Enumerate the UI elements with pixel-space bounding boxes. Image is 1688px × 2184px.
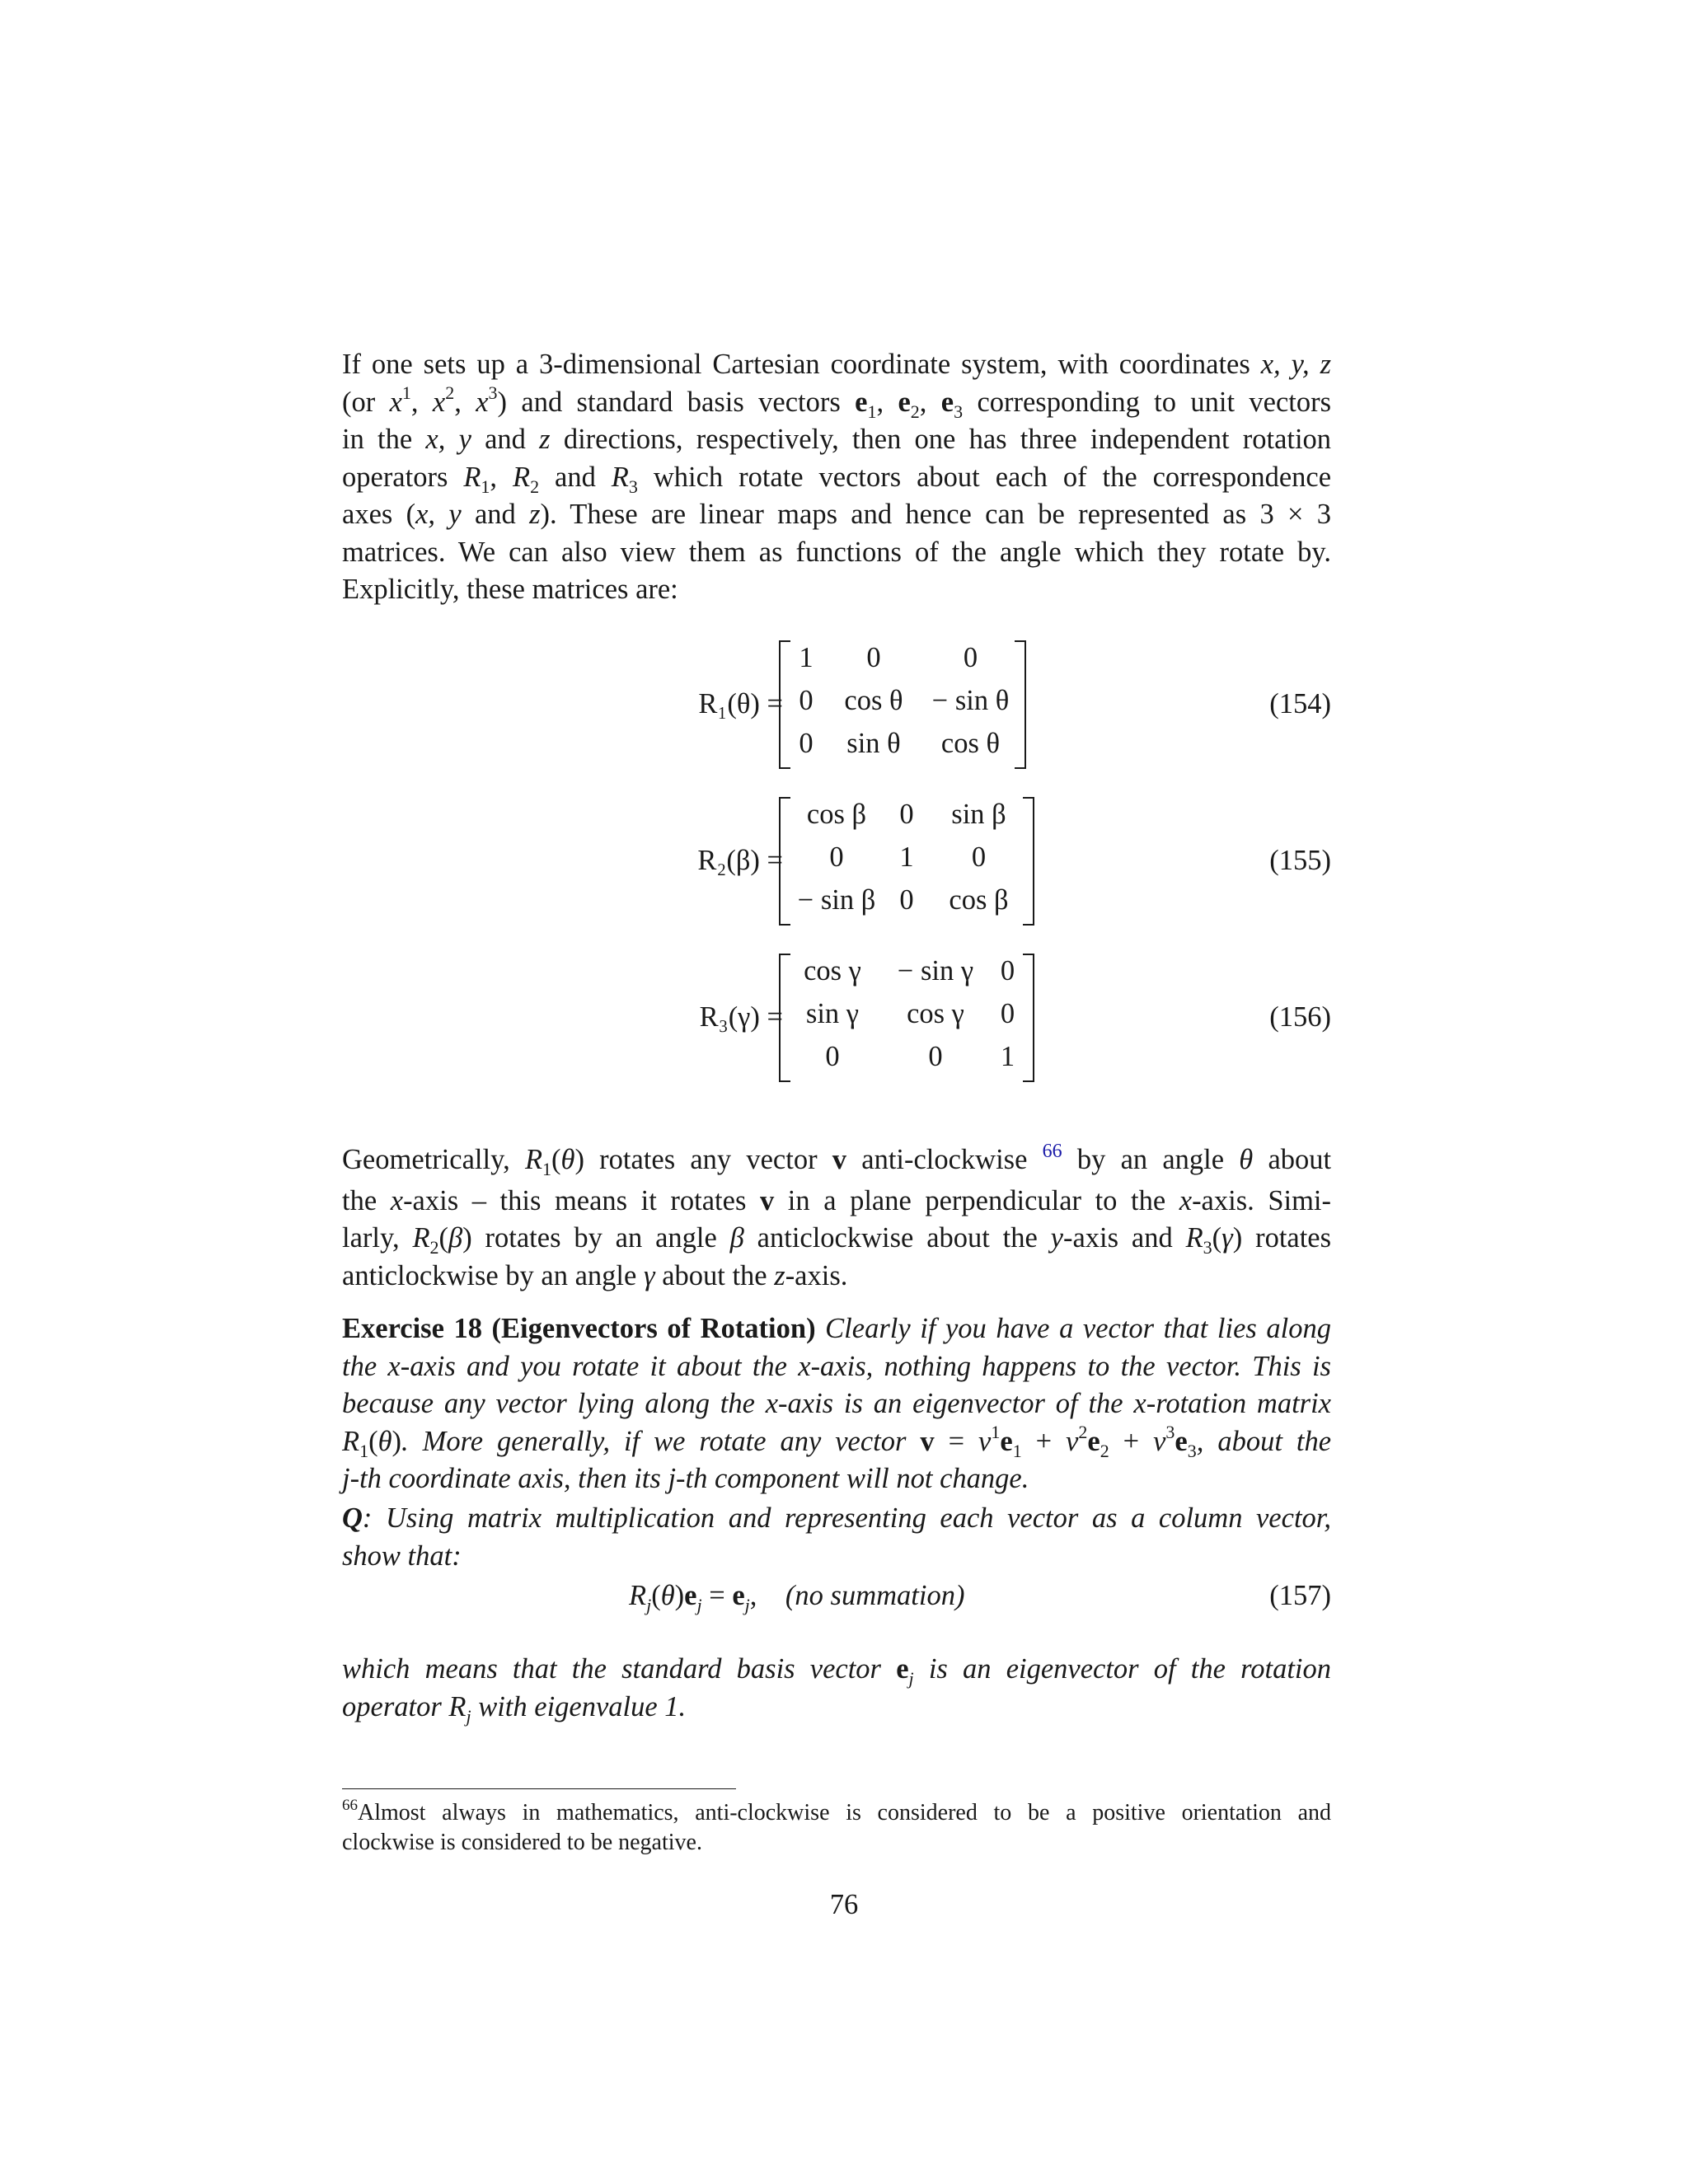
question-paragraph: Q: Using matrix multiplication and representing each vector as a column vector, show that: [342,1502,1331,1572]
matrix-cell: 0 [829,841,844,873]
equation-lhs: R₂(β) = [697,844,783,876]
footnote-divider [342,1788,736,1789]
page-number: 76 [829,1889,859,1920]
exercise-18: Exercise 18 (Eigenvectors of Rotation) Clearly if you have a vector that lies along the x-axis and you rotate it about the x-axis, nothing happens to the vector. This is because any vector lying along the x-axis is an eigenvector of the x-rotation matrix $R_1(\theta)$. More generally, if we rotate any vector $v = v^1e_1 + v^2e_2 + v^3e_3$, about the j-th coordinate axis, then its j-th component will not change. [342,1313,1332,1494]
matrix-cell: cos θ [940,727,1001,759]
matrix-cell: 1 [1000,1040,1015,1072]
geometric-paragraph: Geometrically, $R_1(\theta)$ rotates any vector v anti-clockwise $^{66}$ by an angle θ about the x-axis – this means it rotates v in a plane perpendicular to the x-axis. Simi- larly, $R_2(\beta)$ rotates by an angle β anticlockwise about the y-axis and $R_3(\gamma)$ rotates anticlockwise by an angle γ about the z-axis. [342,1141,1332,1291]
matrix-cell: 0 [971,841,987,873]
equation-number: (157) [1269,1580,1331,1611]
equation-lhs: R₃(γ) = [699,1001,783,1033]
matrix-cell: 0 [866,641,881,673]
matrix-cell: 0 [825,1040,840,1072]
matrix-cell: sin γ [805,997,860,1029]
equation-number: (154) [1269,687,1331,719]
matrix-cell: 0 [1000,997,1015,1029]
matrix-cell: 0 [1000,954,1015,987]
matrix-cell: sin β [951,798,1006,830]
matrix-cell: cos γ [804,954,861,987]
question-label: Q [342,1502,363,1534]
page-body [342,346,1332,1727]
matrix-cell: − sin γ [897,954,974,987]
equation-157-body: $R_j(\theta)e_j = e_j$, (no summation) [629,1580,965,1615]
matrix-cell: 0 [799,684,814,716]
eigen-conclusion: which means that the standard basis vector $e_j$ is an eigenvector of the rotation operator $R_j$ with eigenvalue 1. [342,1653,1332,1727]
matrix-cell: 0 [928,1040,943,1072]
matrix-cell: − sin θ [931,684,1010,716]
matrix-cell: 0 [963,641,978,673]
matrix-cell: cos β [806,798,867,830]
footnote-66: $^{66}$Almost always in mathematics, anti-clockwise is considered to be a positive orientation and clockwise is considered to be negative. [342,1796,1331,1855]
matrix-r2 [779,797,1034,926]
matrix-r1 [779,640,1026,769]
footnote-mark: 66 [342,1796,358,1814]
matrix-cell: 0 [799,727,814,759]
matrix-cell: sin θ [846,727,901,759]
footnote-reference[interactable]: 66 [1042,1141,1062,1162]
matrix-r3 [779,954,1034,1082]
equation-number: (156) [1269,1001,1331,1033]
exercise-title: Exercise 18 (Eigenvectors of Rotation) [342,1313,816,1344]
matrix-cell: 1 [799,641,814,673]
matrix-cell: cos γ [907,997,964,1029]
matrix-cell: − sin β [797,883,876,916]
intro-paragraph: If one sets up a 3-dimensional Cartesian coordinate system, with coordinates x, y, z (or $x^1$, $x^2$, $x^3$) and standard basis vectors $e_1$, $e_2$, $e_3$ corresponding to unit vectors in the x, y and z directions, respectively, then one has three independent rotation operators $R_1$, $R_2$ and $R_3$ which rotate vectors about each of the correspondence axes (x, y and z). These are linear maps and hence can be represented as 3 × 3 matrices. We can also view them as functions of the angle which they rotate by. Explicitly, these matrices are: [342,349,1332,605]
matrix-cell: cos β [949,883,1009,916]
matrix-cell: cos θ [844,684,903,716]
equation-number: (155) [1269,844,1331,876]
equation-lhs: R₁(θ) = [698,687,783,719]
matrix-cell: 0 [899,798,914,830]
matrix-cell: 1 [899,841,914,873]
matrix-cell: 0 [899,883,914,916]
